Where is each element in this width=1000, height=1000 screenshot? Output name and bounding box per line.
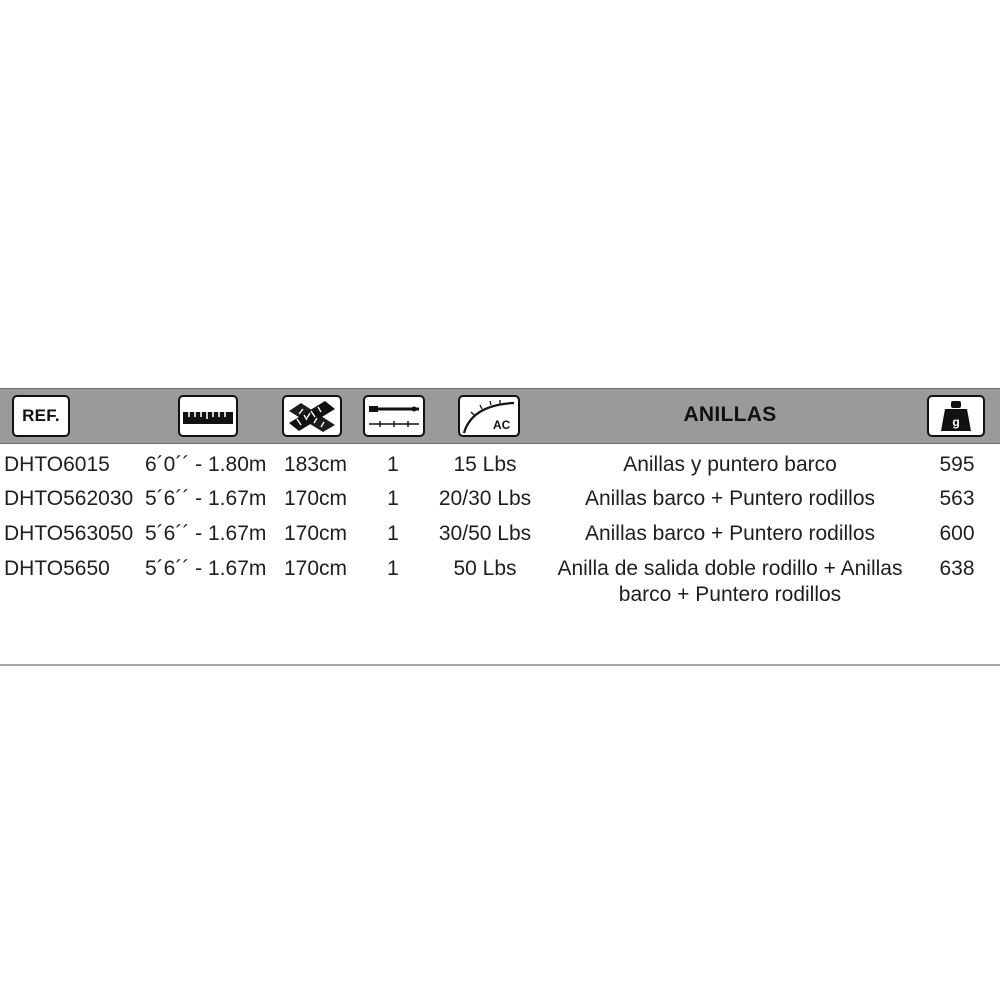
anillas-cell: Anilla de salida doble rodillo + Anillas barco + Puntero rodillos <box>557 557 903 606</box>
length-ruler-icon <box>178 395 238 437</box>
power-cell: 30/50 Lbs <box>438 522 532 545</box>
closed-length-cell: 170cm <box>284 522 348 545</box>
sections-cell: 1 <box>387 487 399 510</box>
anillas-header-label: ANILLAS <box>683 403 777 426</box>
sections-icon <box>363 395 425 437</box>
ref-header-label: REF. <box>22 406 60 425</box>
weight-cell: 638 <box>939 557 975 580</box>
length-cell: 6´0´´ - 1.80m <box>145 453 267 476</box>
weight-cell: 600 <box>939 522 975 545</box>
sections-cell: 1 <box>387 453 399 476</box>
weight-cell: 595 <box>939 453 975 476</box>
ref-header-badge <box>12 395 70 437</box>
closed-length-cell: 183cm <box>284 453 348 476</box>
closed-length-icon <box>282 395 342 437</box>
weight-unit-label: g <box>952 415 960 429</box>
ref-cell: DHTO6015 <box>4 453 110 476</box>
power-cell: 15 Lbs <box>453 453 517 476</box>
closed-length-cell: 170cm <box>284 487 348 510</box>
power-badge-label: AC <box>493 418 511 432</box>
anillas-cell: Anillas barco + Puntero rodillos <box>584 522 876 545</box>
table-bottom-divider <box>0 664 1000 666</box>
power-curve-icon <box>458 395 520 437</box>
sections-cell: 1 <box>387 557 399 580</box>
weight-icon <box>927 395 985 437</box>
ref-cell: DHTO5650 <box>4 557 110 580</box>
weight-cell: 563 <box>939 487 975 510</box>
power-cell: 50 Lbs <box>453 557 517 580</box>
sections-cell: 1 <box>387 522 399 545</box>
table-header <box>0 388 1000 444</box>
power-cell: 20/30 Lbs <box>438 487 532 510</box>
anillas-cell: Anillas y puntero barco <box>623 453 837 476</box>
ref-cell: DHTO562030 <box>4 487 134 510</box>
closed-length-cell: 170cm <box>284 557 348 580</box>
ref-cell: DHTO563050 <box>4 522 134 545</box>
length-cell: 5´6´´ - 1.67m <box>145 557 267 580</box>
length-cell: 5´6´´ - 1.67m <box>145 522 267 545</box>
length-cell: 5´6´´ - 1.67m <box>145 487 267 510</box>
anillas-cell: Anillas barco + Puntero rodillos <box>584 487 876 510</box>
